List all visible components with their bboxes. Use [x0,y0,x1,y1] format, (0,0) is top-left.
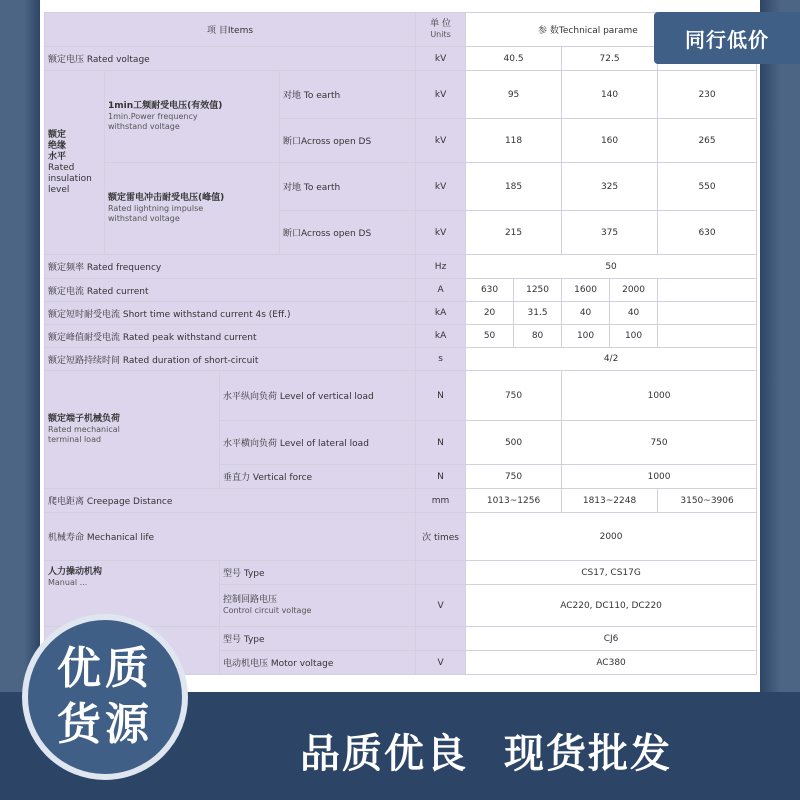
pf-earth-label: 对地 To earth [280,71,416,119]
pf-cn: 1min工频耐受电压(有效值) [108,101,223,111]
rated-frequency-value: 50 [466,255,757,279]
mech-load-label [45,371,220,489]
insulation-label-l4: Rated [48,162,75,173]
header-unit-cn: 单 位 [430,19,451,29]
mech-cn: 额定端子机械负荷 [48,414,121,424]
li-cn: 额定雷电冲击耐受电压(峰值) [108,193,225,203]
mech-lateral-v1: 500 [466,421,562,465]
mech-lateral-v2: 750 [562,421,757,465]
peak-row [45,325,757,348]
mech-life-value: 2000 [466,513,757,561]
pf-across-v3: 265 [658,119,757,163]
li-earth-v2: 325 [562,163,658,211]
pf-across-label: 断口Across open DS [280,119,416,163]
short-circuit-value: 4/2 [466,348,757,371]
mech-force-label: 垂直力 Vertical force [220,465,416,489]
slogan-quality: 品质优良 [300,731,468,777]
short-circuit-label: 额定短路持续时间 Rated duration of short-circuit [45,348,416,371]
li-en1: Rated lightning impulse [108,204,204,213]
rated-current-unit: A [416,279,466,302]
lightning-label [105,163,280,255]
pf-earth-unit: kV [416,71,466,119]
mech-life-row [45,513,757,561]
rated-voltage-v2: 72.5 [562,47,658,71]
mech-vertical-v2: 1000 [562,371,757,421]
rated-current-label: 额定电流 Rated current [45,279,416,302]
mech-life-unit: 次 times [416,513,466,561]
slogan-wholesale: 现货批发 [504,731,672,777]
pf-earth-v1: 95 [466,71,562,119]
rated-current-v3: 1600 [562,279,610,302]
short-time-v4: 40 [610,302,658,325]
li-across-v3: 630 [658,211,757,255]
peak-v2: 80 [514,325,562,348]
manual-type-unit [416,561,466,585]
mech-force-v2: 1000 [562,465,757,489]
manual-type-row [45,561,757,585]
quality-source-badge [22,614,188,780]
li-earth-label: 对地 To earth [280,163,416,211]
li-across-unit: kV [416,211,466,255]
header-param: 参 数Technical parame [466,13,757,47]
pf-en1: 1min.Power frequency [108,112,198,121]
creepage-unit: mm [416,489,466,513]
short-time-v3: 40 [562,302,610,325]
creepage-v1: 1013~1256 [466,489,562,513]
control-cn: 控制回路电压 [223,595,278,605]
spec-table [44,12,757,675]
header-row [45,13,757,47]
short-time-unit: kA [416,302,466,325]
insulation-label-l1: 额定 [48,129,67,140]
manual-en: Manual ... [48,578,88,587]
rated-current-blank [658,279,757,302]
mech-vertical-unit: N [416,371,466,421]
control-voltage-label [220,585,416,627]
manual-type-label: 型号 Type [220,561,416,585]
motor-voltage-value: AC380 [466,651,757,675]
rated-voltage-label: 额定电压 Rated voltage [45,47,416,71]
insulation-label-l5: insulation [48,173,92,184]
li-across-v1: 215 [466,211,562,255]
li-earth-v3: 550 [658,163,757,211]
mech-vertical-v1: 750 [466,371,562,421]
slogan [300,722,672,779]
manual-type-value: CS17, CS17G [466,561,757,585]
short-time-v2: 31.5 [514,302,562,325]
motor-type-value: CJ6 [466,627,757,651]
motor-type-unit [416,627,466,651]
short-circuit-row [45,348,757,371]
power-frequency-label [105,71,280,163]
insulation-label-l6: level [48,184,70,195]
rated-frequency-unit: Hz [416,255,466,279]
header-units [416,13,466,47]
header-unit-en: Units [430,30,451,39]
peak-label: 额定峰值耐受电流 Rated peak withstand current [45,325,416,348]
pf-en2: withstand voltage [108,122,180,131]
rated-voltage-row [45,47,757,71]
rated-current-v1: 630 [466,279,514,302]
short-time-row [45,302,757,325]
pf-earth-v2: 140 [562,71,658,119]
peak-v1: 50 [466,325,514,348]
control-voltage-value: AC220, DC110, DC220 [466,585,757,627]
rated-current-v2: 1250 [514,279,562,302]
li-en2: withstand voltage [108,214,180,223]
mech-force-unit: N [416,465,466,489]
motor-type-label: 型号 Type [220,627,416,651]
badge-line1: 优质 [57,643,153,694]
li-earth-v1: 185 [466,163,562,211]
rated-voltage-unit: kV [416,47,466,71]
header-item: 项 目Items [45,13,416,47]
mech-vertical-row [45,371,757,421]
motor-voltage-unit: V [416,651,466,675]
manual-cn: 人力操动机构 [48,567,103,577]
short-time-v1: 20 [466,302,514,325]
pf-across-v1: 118 [466,119,562,163]
short-time-blank [658,302,757,325]
rated-voltage-v1: 40.5 [466,47,562,71]
insulation-label-l2: 绝缘 [48,140,67,151]
mech-vertical-label: 水平纵向负荷 Level of vertical load [220,371,416,421]
control-voltage-unit: V [416,585,466,627]
rated-frequency-row [45,255,757,279]
manual-label [45,561,220,627]
insulation-li-earth-row [45,163,757,211]
li-earth-unit: kV [416,163,466,211]
rated-current-v4: 2000 [610,279,658,302]
insulation-pf-earth-row [45,71,757,119]
creepage-v2: 1813~2248 [562,489,658,513]
rated-frequency-label: 额定频率 Rated frequency [45,255,416,279]
creepage-label: 爬电距离 Creepage Distance [45,489,416,513]
mech-lateral-unit: N [416,421,466,465]
badge-line2: 货源 [57,699,153,750]
mech-en2: terminal load [48,435,102,444]
short-time-label: 额定短时耐受电流 Short time withstand current 4s (Eff.) [45,302,416,325]
li-across-label: 断口Across open DS [280,211,416,255]
control-en: Control circuit voltage [223,606,312,615]
mech-force-v1: 750 [466,465,562,489]
mech-life-label: 机械寿命 Mechanical life [45,513,416,561]
pf-earth-v3: 230 [658,71,757,119]
insulation-label [45,71,105,255]
peak-v3: 100 [562,325,610,348]
pf-across-unit: kV [416,119,466,163]
insulation-label-l3: 水平 [48,151,67,162]
mech-lateral-label: 水平横向负荷 Level of lateral load [220,421,416,465]
mech-en1: Rated mechanical [48,425,120,434]
creepage-row [45,489,757,513]
pf-across-v2: 160 [562,119,658,163]
peak-unit: kA [416,325,466,348]
motor-voltage-label: 电动机电压 Motor voltage [220,651,416,675]
creepage-v3: 3150~3906 [658,489,757,513]
peak-v4: 100 [610,325,658,348]
li-across-v2: 375 [562,211,658,255]
short-circuit-unit: s [416,348,466,371]
rated-current-row [45,279,757,302]
peak-blank [658,325,757,348]
low-price-badge: 同行低价 [654,12,800,64]
